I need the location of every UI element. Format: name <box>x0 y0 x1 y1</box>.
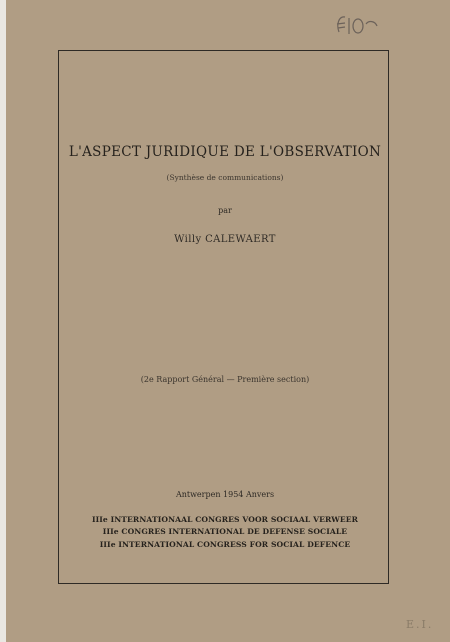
congress-line-dutch: IIIe INTERNATIONAAL CONGRES VOOR SOCIAAL VERWEER <box>91 515 359 524</box>
publication-place-year: Antwerpen 1954 Anvers <box>175 490 275 499</box>
congress-line-french: IIIe CONGRES INTERNATIONAL DE DEFENSE SOCIALE <box>102 527 348 536</box>
handwritten-price-note <box>333 10 381 38</box>
author-name: Willy CALEWAERT <box>174 234 276 245</box>
cover-border-frame <box>58 50 389 584</box>
report-section: (2e Rapport Général — Première section) <box>140 375 310 384</box>
by-label: par <box>218 206 232 215</box>
document-subtitle: (Synthèse de communications) <box>166 173 284 182</box>
watermark-initials: E.I. <box>406 618 434 631</box>
document-title: L'ASPECT JURIDIQUE DE L'OBSERVATION <box>68 144 382 160</box>
congress-line-english: IIIe INTERNATIONAL CONGRESS FOR SOCIAL DEFENCE <box>99 540 351 549</box>
